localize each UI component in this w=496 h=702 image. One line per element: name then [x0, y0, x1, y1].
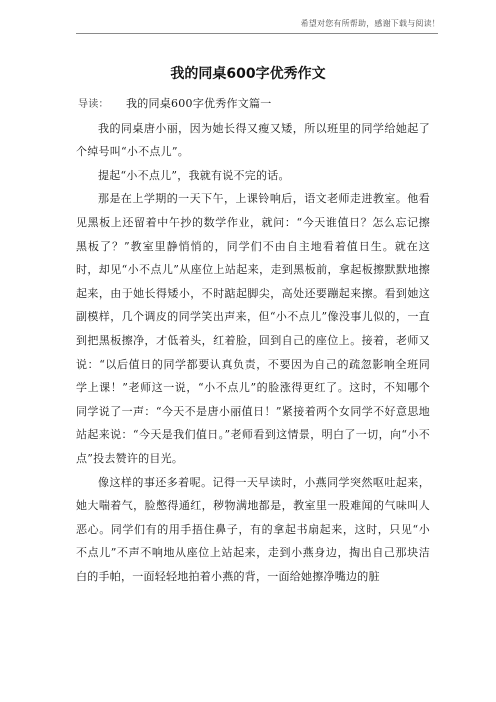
paragraph-1: 我的同桌唐小丽，因为她长得又瘦又矮，所以班里的同学给她起了个绰号叫“小不点儿”。	[76, 121, 430, 159]
header-note: 希望对您有所帮助，感谢下载与阅读！	[300, 19, 440, 28]
paragraph-4: 像这样的事还多着呢。记得一天早读时，小燕同学突然呕吐起来，她大喘着气，脸憋得通红，秽物满地都是，教室里一股难闻的气味叫人恶心。同学们有的用手捂住鼻子，有的拿起书扇起来，这时，只见“小不点儿”不声不响地从座位上站起来，走到小燕身边，掏出自己那块洁白的手帕，一面轻轻地拍着小燕的背，一面给她擦净嘴边的脏	[76, 475, 430, 583]
paragraph-3: 那是在上学期的一天下午，上课铃响后，语文老师走进教室。他看见黑板上还留着中午抄的数学作业，就问：“今天谁值日？怎么忘记擦黑板了？”教室里静悄悄的，同学们不由自主地看着值日生。就在这时，却见“小不点儿”从座位上站起来，走到黑板前，拿起板擦默默地擦起来，由于她长得矮小，不时踮起脚尖，高处还要蹦起来擦。看到她这副模样，几个调皮的同学笑出声来，但“小不点儿”像没事儿似的，一直到把黑板擦净，才低着头，红着脸，回到自己的座位上。接着，老师又说：“以后值日的同学都要认真负责，不要因为自己的疏忽影响全班同学上课！”老师这一说，“小不点儿”的脸涨得更红了。这时，不知哪个同学说了一声：“今天不是唐小丽值日！”紧接着两个女同学不好意思地站起来说：“今天是我们值日。”老师看到这情景，明白了一切，向“小不点”投去赞许的目光。	[76, 192, 430, 465]
header-divider	[76, 33, 438, 34]
document-body	[76, 92, 430, 588]
paragraph-2: 提起“小不点儿”，我就有说不完的话。	[98, 168, 290, 182]
lead-label: 导读：	[78, 99, 109, 110]
document-title: 我的同桌600字优秀作文	[170, 66, 326, 82]
lead-line	[76, 92, 430, 117]
lead-text: 我的同桌600字优秀作文篇一	[126, 97, 272, 110]
